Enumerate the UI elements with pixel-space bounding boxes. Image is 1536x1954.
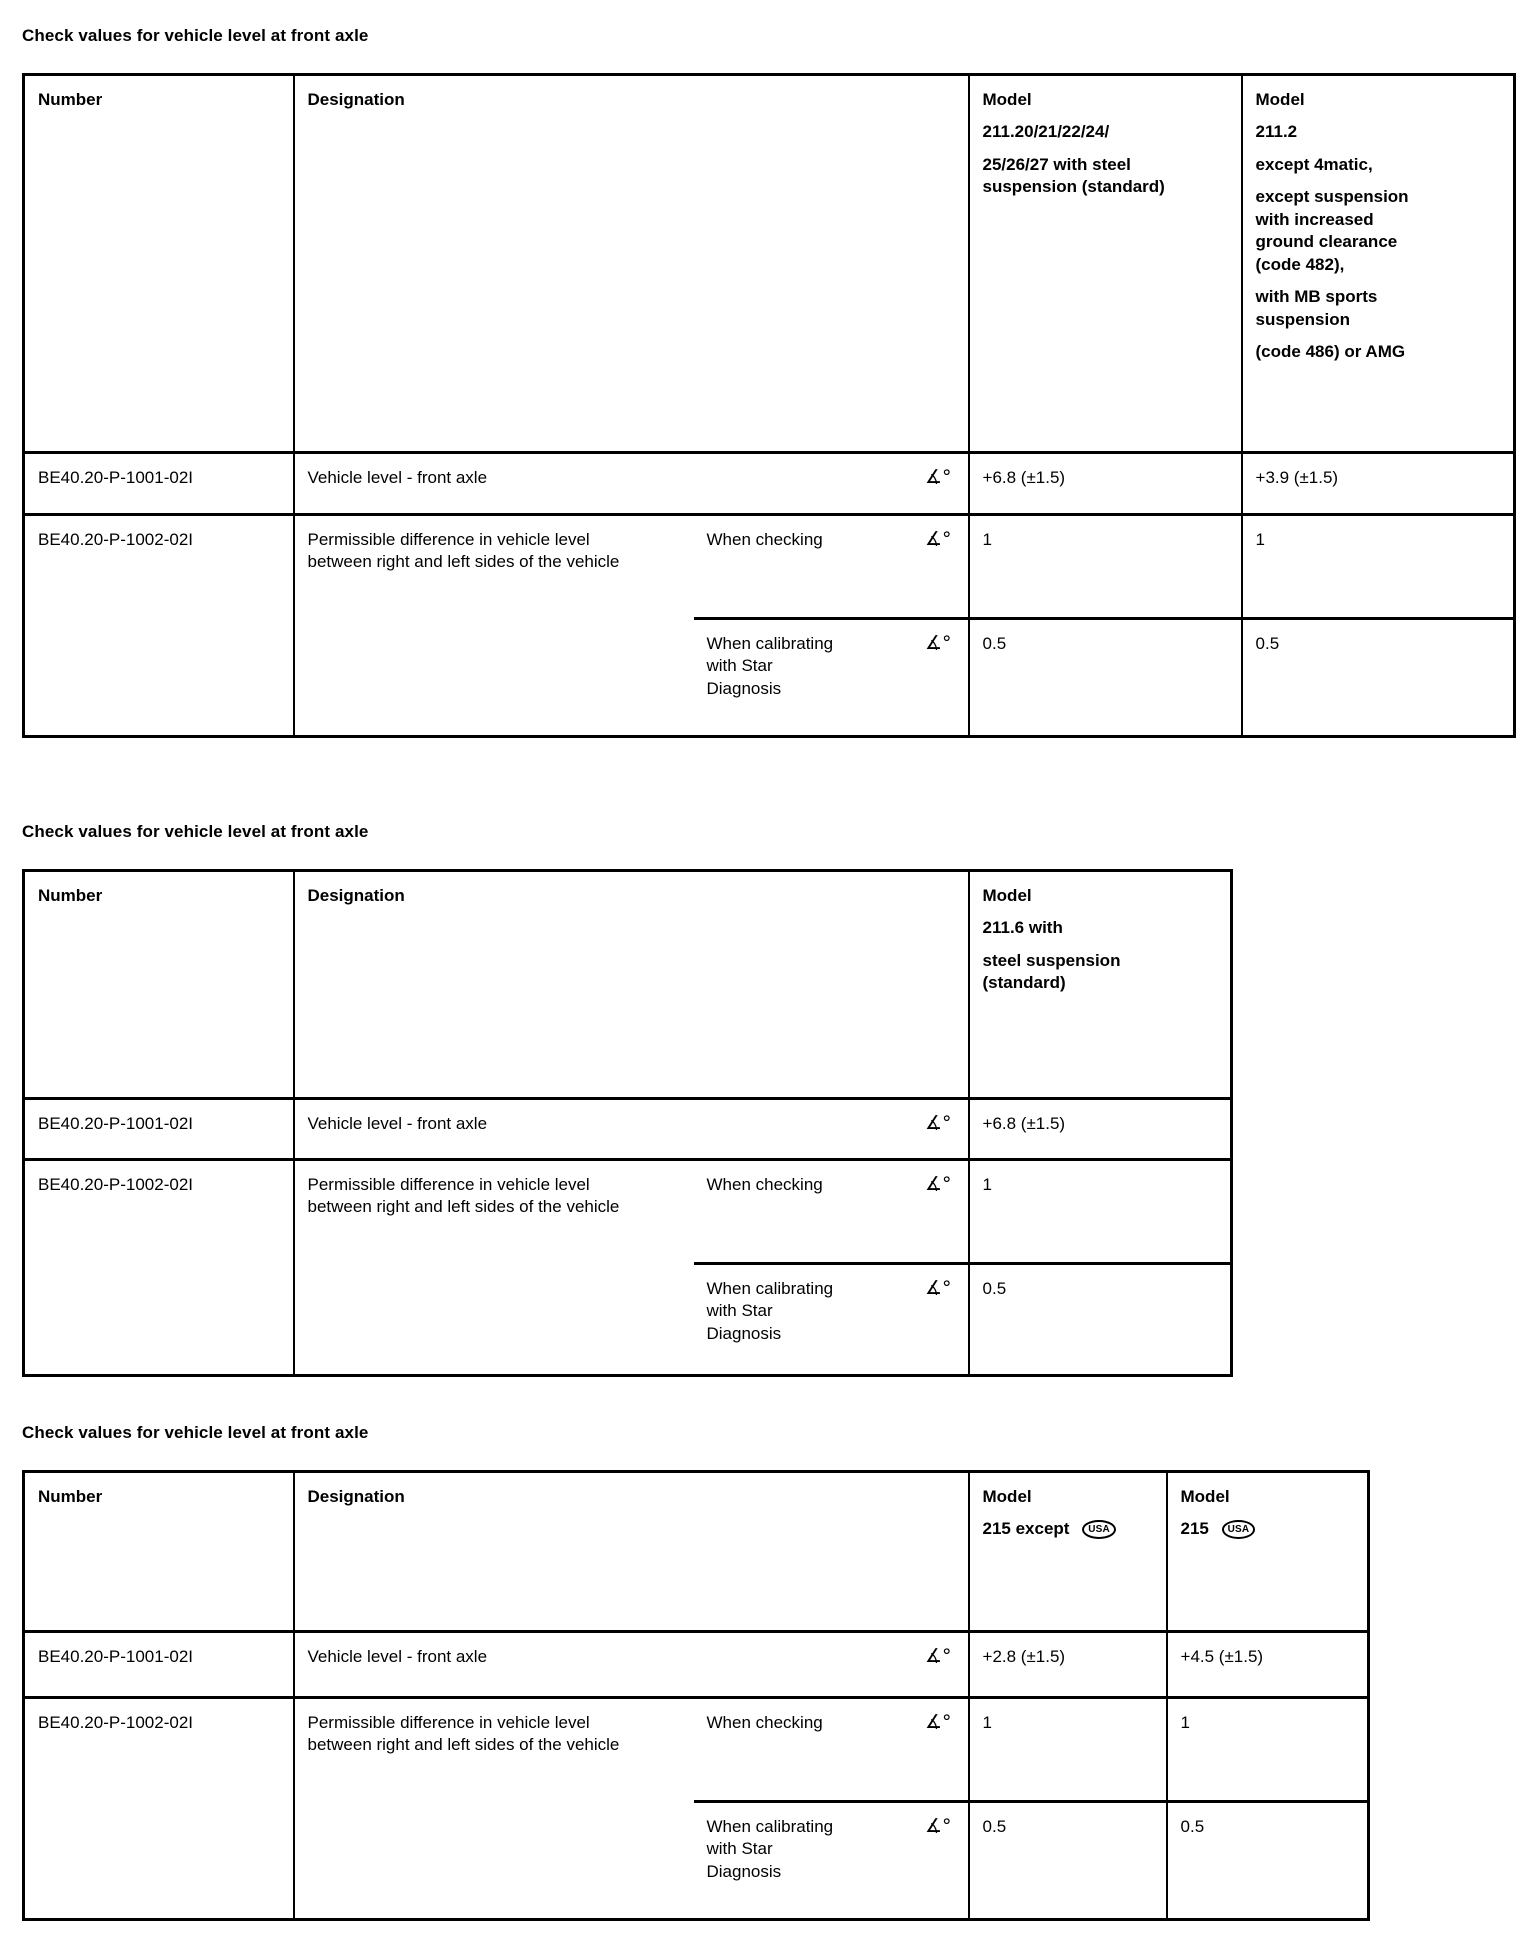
header-row [24, 1472, 1369, 1632]
table-row-vehicle-level [24, 453, 1515, 515]
value-cell: +2.8 (±1.5) [969, 1632, 1167, 1698]
check-values-table-1 [22, 73, 1516, 738]
usa-badge-icon: USA [1222, 1520, 1256, 1539]
designation-cell [294, 1698, 694, 1920]
condition-text: When calibrating with Star Diagnosis [706, 1279, 834, 1343]
angle-degree-icon: ∡° [924, 632, 952, 654]
model-header-line [1181, 1518, 1354, 1541]
model-header-line: 211.2 [1255, 122, 1298, 142]
table-row-vehicle-level [24, 1099, 1232, 1160]
model-header-line: 25/26/27 with steel suspension (standard) [982, 154, 1165, 197]
row-number: BE40.20-P-1001-02I [24, 453, 294, 515]
section-check-values-1 [22, 26, 1516, 738]
table-row-permissible-difference [24, 1160, 1232, 1264]
value-cell: 0.5 [969, 1264, 1232, 1376]
value-cell: 1 [969, 515, 1242, 619]
model-header-line: Model [1255, 90, 1305, 109]
model-header-line: Model [1180, 1487, 1230, 1506]
col-header-designation: Designation [294, 1472, 969, 1632]
header-row [24, 75, 1515, 453]
model-header-line: 211.6 with [982, 918, 1063, 938]
row-number: BE40.20-P-1001-02I [24, 1099, 294, 1160]
model-header-text: 215 [1180, 1519, 1209, 1539]
row-number: BE40.20-P-1002-02I [38, 1713, 193, 1732]
model-header-line [983, 1518, 1152, 1541]
angle-degree-icon: ∡° [924, 1645, 952, 1667]
model-header-line: except 4matic, [1255, 154, 1373, 174]
designation-cell [294, 1099, 969, 1160]
col-header-model-2 [1242, 75, 1515, 453]
value-cell: 0.5 [969, 619, 1242, 737]
value-cell: +4.5 (±1.5) [1167, 1632, 1369, 1698]
header-row [24, 871, 1232, 1099]
col-header-number: Number [24, 75, 294, 453]
section-check-values-3 [22, 1423, 1516, 1921]
table-row-permissible-difference [24, 1698, 1369, 1802]
condition-cell [694, 1802, 969, 1920]
condition-text: When checking [706, 530, 823, 549]
condition-cell [694, 1698, 969, 1802]
designation-cell [294, 1160, 694, 1376]
col-header-designation: Designation [294, 75, 969, 453]
designation-text: Vehicle level - front axle [307, 1114, 488, 1133]
check-values-table-2 [22, 869, 1233, 1377]
designation-text: Permissible difference in vehicle level between right and left sides of the vehicle [307, 530, 620, 572]
condition-text: When calibrating with Star Diagnosis [706, 1817, 834, 1881]
row-number: BE40.20-P-1002-02I [38, 530, 193, 549]
model-header-line: (code 486) or AMG [1255, 341, 1406, 361]
col-header-model-1 [969, 1472, 1167, 1632]
value-cell: 0.5 [969, 1802, 1167, 1920]
value-cell: 0.5 [1167, 1802, 1369, 1920]
designation-text: Vehicle level - front axle [307, 1647, 488, 1666]
model-header-line: steel suspension (standard) [982, 950, 1121, 993]
table-row-permissible-difference [24, 515, 1515, 619]
col-header-number: Number [24, 1472, 294, 1632]
value-cell: 1 [969, 1160, 1232, 1264]
model-header-line: except suspension with increased ground clearance (code 482), [1255, 187, 1409, 274]
designation-cell [294, 515, 694, 737]
col-header-number: Number [24, 871, 294, 1099]
value-cell: +6.8 (±1.5) [969, 1099, 1232, 1160]
table-row-vehicle-level [24, 1632, 1369, 1698]
designation-text: Permissible difference in vehicle level between right and left sides of the vehicle [307, 1175, 620, 1217]
angle-degree-icon: ∡° [924, 1711, 952, 1733]
model-header-line: Model [982, 886, 1032, 905]
angle-degree-icon: ∡° [924, 1815, 952, 1837]
designation-cell [294, 453, 969, 515]
condition-cell [694, 515, 969, 619]
row-number: BE40.20-P-1001-02I [24, 1632, 294, 1698]
section-title: Check values for vehicle level at front axle [22, 822, 369, 841]
value-cell: 0.5 [1242, 619, 1515, 737]
model-header-text: 215 except [982, 1519, 1070, 1539]
condition-cell [694, 1160, 969, 1264]
model-header-line: Model [982, 1487, 1032, 1506]
col-header-designation: Designation [294, 871, 969, 1099]
angle-degree-icon: ∡° [924, 1112, 952, 1134]
designation-cell [294, 1632, 969, 1698]
angle-degree-icon: ∡° [924, 1277, 952, 1299]
designation-text: Vehicle level - front axle [307, 468, 488, 487]
condition-text: When checking [706, 1175, 823, 1194]
condition-cell [694, 1264, 969, 1376]
value-cell: +3.9 (±1.5) [1242, 453, 1515, 515]
condition-text: When checking [706, 1713, 823, 1732]
angle-degree-icon: ∡° [924, 1173, 952, 1195]
model-header-line: with MB sports suspension [1255, 287, 1378, 329]
model-header-line: Model [982, 90, 1032, 109]
col-header-model-2 [1167, 1472, 1369, 1632]
condition-text: When calibrating with Star Diagnosis [706, 634, 834, 698]
section-title: Check values for vehicle level at front axle [22, 1423, 369, 1442]
angle-degree-icon: ∡° [924, 528, 952, 550]
usa-badge-icon: USA [1082, 1520, 1116, 1539]
check-values-table-3 [22, 1470, 1370, 1921]
angle-degree-icon: ∡° [924, 466, 952, 488]
col-header-model-1 [969, 871, 1232, 1099]
value-cell: 1 [969, 1698, 1167, 1802]
row-number: BE40.20-P-1002-02I [38, 1175, 193, 1194]
value-cell: 1 [1167, 1698, 1369, 1802]
model-header-line: 211.20/21/22/24/ [982, 122, 1110, 142]
section-check-values-2 [22, 822, 1516, 1377]
col-header-model-1 [969, 75, 1242, 453]
value-cell: +6.8 (±1.5) [969, 453, 1242, 515]
value-cell: 1 [1242, 515, 1515, 619]
designation-text: Permissible difference in vehicle level between right and left sides of the vehicle [307, 1713, 620, 1755]
condition-cell [694, 619, 969, 737]
section-title: Check values for vehicle level at front axle [22, 26, 369, 45]
